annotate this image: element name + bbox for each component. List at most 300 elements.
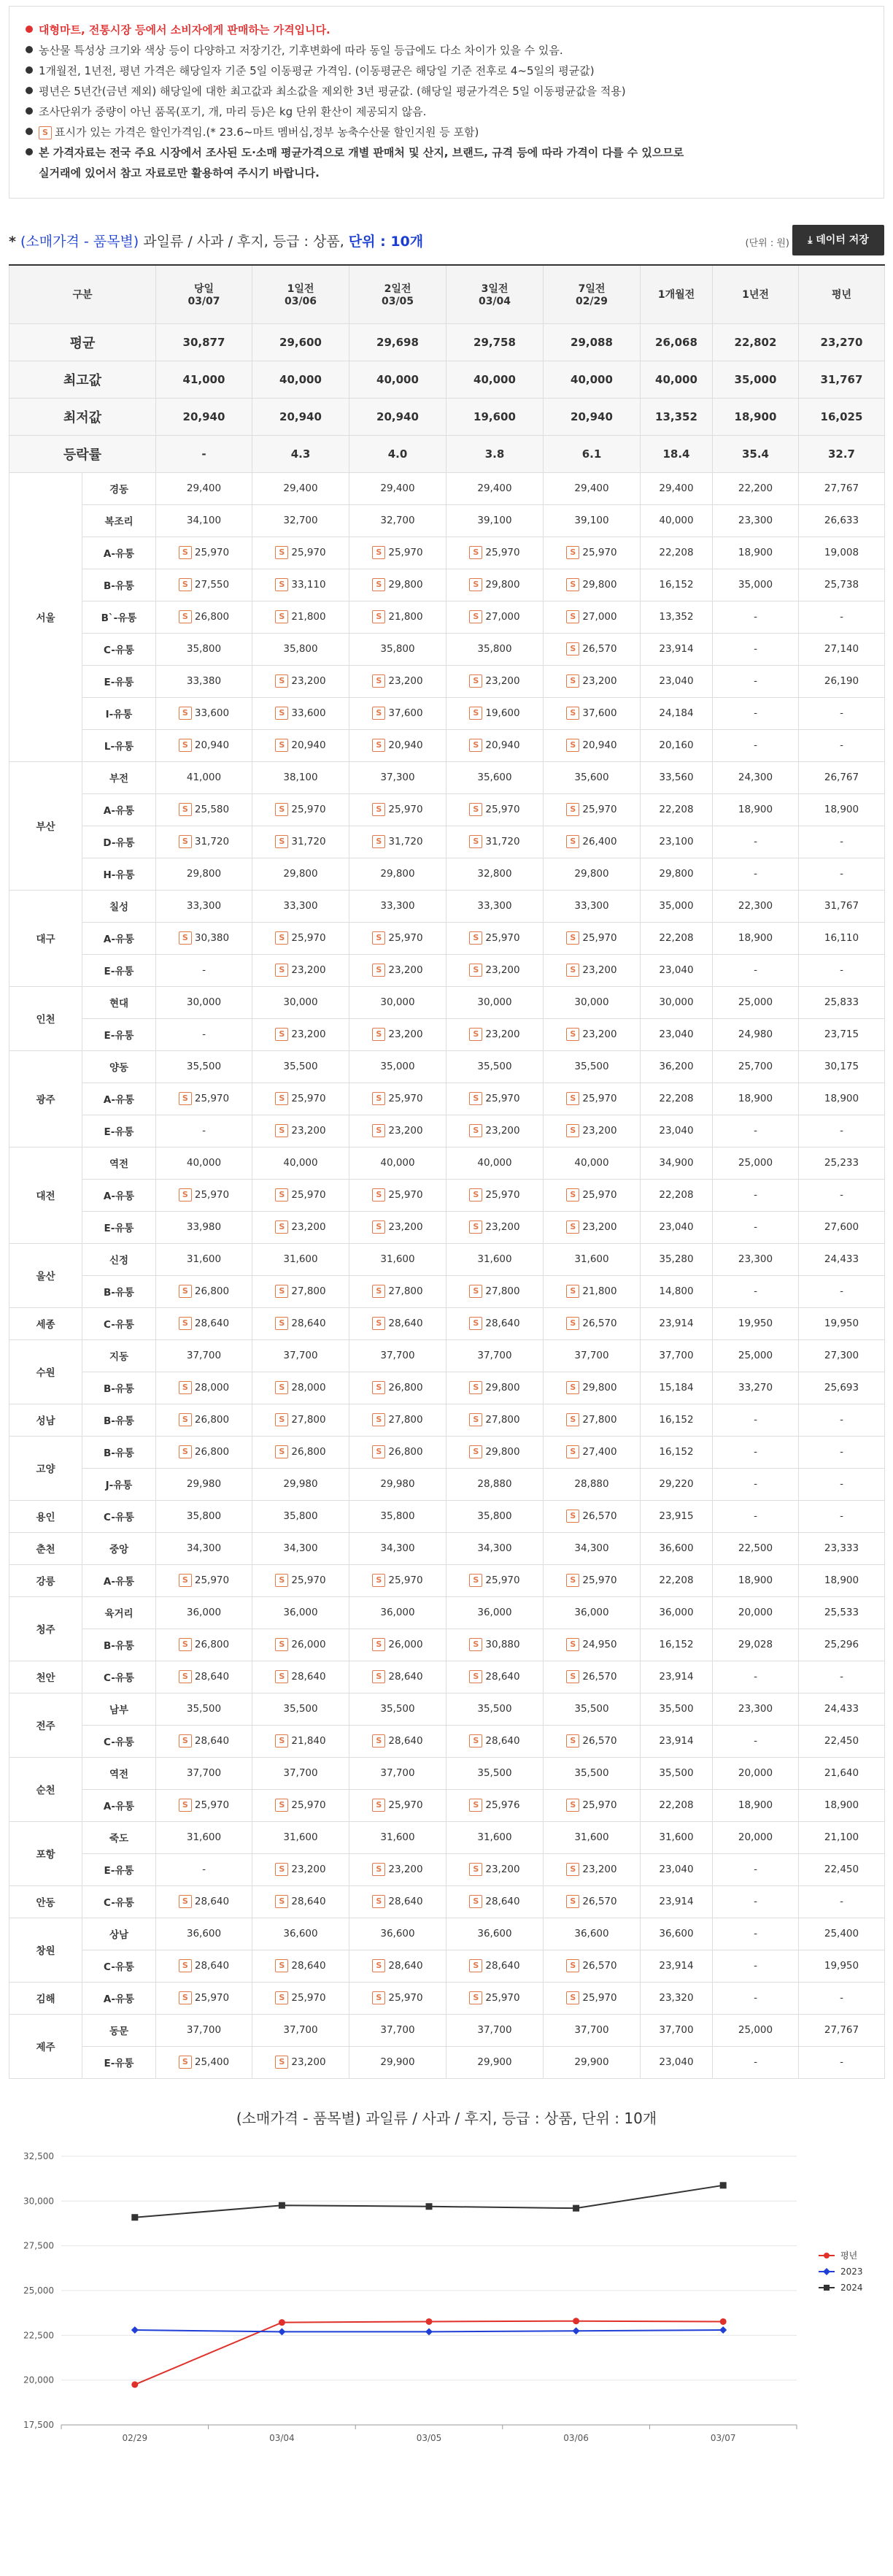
price-cell: 23,915: [641, 1500, 713, 1532]
discount-icon: S: [179, 1895, 192, 1908]
price-cell: [349, 954, 446, 986]
price-cell: 35,500: [641, 1757, 713, 1789]
table-row: [9, 2014, 885, 2046]
price-cell: 35,500: [446, 1693, 544, 1725]
price-value: 30,880: [485, 1639, 520, 1650]
price-value: 25,970: [291, 1799, 326, 1811]
header-date-label: 7일전: [578, 283, 606, 296]
price-cell: 22,208: [641, 1564, 713, 1596]
price-cell: -: [799, 1436, 885, 1468]
price-cell: -: [713, 1725, 799, 1757]
price-cell: 34,300: [252, 1532, 349, 1564]
price-value: 20,940: [388, 739, 423, 751]
market-name: H-유통: [82, 858, 156, 890]
price-cell: 30,175: [799, 1050, 885, 1083]
price-cell: 22,300: [713, 890, 799, 922]
price-value: 23,200: [291, 1125, 326, 1137]
price-cell: [544, 601, 641, 633]
notice-text: 1개월전, 1년전, 평년 가격은 해당일자 기준 5일 이동평균 가격임. (이동평균은 해당일 기준 전후로 4~5일의 평균값): [39, 64, 595, 77]
price-cell: -: [799, 1661, 885, 1693]
price-cell: [349, 729, 446, 761]
price-cell: 30,000: [641, 986, 713, 1018]
price-cell: -: [799, 1500, 885, 1532]
table-row: [9, 1339, 885, 1372]
discount-icon: S: [469, 674, 482, 688]
market-name: L-유통: [82, 729, 156, 761]
price-cell: [446, 1950, 544, 1982]
discount-icon: S: [372, 1959, 385, 1972]
summary-value: 3.8: [446, 435, 544, 472]
price-value: 26,800: [194, 1446, 230, 1458]
data-point: [720, 2318, 727, 2324]
discount-icon: S: [469, 1092, 482, 1105]
price-value: 25,970: [291, 804, 326, 815]
price-cell: 35,800: [349, 1500, 446, 1532]
price-cell: [544, 1211, 641, 1243]
market-name: A-유통: [82, 537, 156, 569]
price-cell: 30,000: [349, 986, 446, 1018]
price-value: 23,200: [388, 1864, 423, 1875]
price-cell: -: [713, 633, 799, 665]
discount-icon: S: [275, 964, 288, 977]
market-name: B`-유통: [82, 601, 156, 633]
summary-value: 29,698: [349, 323, 446, 361]
market-name: B-유통: [82, 569, 156, 601]
download-button[interactable]: [792, 225, 884, 255]
price-cell: [252, 922, 349, 954]
price-cell: 40,000: [252, 1147, 349, 1179]
discount-icon: S: [179, 1734, 192, 1748]
discount-icon: S: [39, 126, 52, 139]
price-cell: [252, 1083, 349, 1115]
price-cell: [349, 1789, 446, 1821]
price-value: 25,970: [485, 547, 520, 558]
price-cell: [446, 1307, 544, 1339]
price-cell: 25,738: [799, 569, 885, 601]
price-value: 24,950: [582, 1639, 617, 1650]
price-value: 25,970: [388, 1093, 423, 1104]
price-value: 30,380: [194, 932, 230, 944]
price-cell: -: [156, 1115, 252, 1147]
discount-icon: S: [372, 1445, 385, 1458]
price-value: 25,970: [291, 932, 326, 944]
discount-icon: S: [566, 1220, 579, 1234]
table-row: [9, 954, 885, 986]
table-row: [9, 1821, 885, 1853]
discount-icon: S: [469, 1638, 482, 1651]
discount-icon: S: [566, 1092, 579, 1105]
price-cell: -: [713, 697, 799, 729]
price-value: 25,970: [388, 547, 423, 558]
market-name: A-유통: [82, 793, 156, 826]
region-name: 천안: [9, 1661, 82, 1693]
price-cell: 29,800: [544, 858, 641, 890]
price-value: 23,200: [485, 1125, 520, 1137]
price-cell: 35,800: [446, 633, 544, 665]
discount-icon: S: [275, 931, 288, 945]
table-row: [9, 986, 885, 1018]
price-cell: 29,220: [641, 1468, 713, 1500]
price-cell: [544, 1275, 641, 1307]
discount-icon: S: [469, 931, 482, 945]
price-cell: [446, 922, 544, 954]
price-cell: 37,700: [641, 2014, 713, 2046]
price-cell: [156, 1372, 252, 1404]
price-cell: 13,352: [641, 601, 713, 633]
discount-icon: S: [469, 1413, 482, 1426]
discount-icon: S: [179, 739, 192, 752]
market-name: B-유통: [82, 1275, 156, 1307]
summary-value: 35.4: [713, 435, 799, 472]
price-value: 20,940: [291, 739, 326, 751]
price-cell: 40,000: [544, 1147, 641, 1179]
table-row: [9, 1372, 885, 1404]
price-cell: 23,100: [641, 826, 713, 858]
table-row: [9, 1115, 885, 1147]
market-name: E-유통: [82, 1853, 156, 1885]
price-cell: 25,833: [799, 986, 885, 1018]
header-date-label: 3일전: [481, 283, 509, 296]
discount-icon: S: [275, 578, 288, 591]
legend-marker: [824, 2253, 830, 2258]
price-cell: 20,000: [713, 1757, 799, 1789]
notice-box: [9, 6, 884, 199]
price-cell: 23,914: [641, 1950, 713, 1982]
price-cell: 35,800: [156, 633, 252, 665]
price-cell: 19,950: [713, 1307, 799, 1339]
price-cell: 18,900: [799, 793, 885, 826]
header-year-ago: 1년전: [713, 265, 799, 323]
bullet-icon: [26, 128, 33, 135]
price-value: 25,970: [485, 1992, 520, 2004]
discount-icon: S: [275, 1799, 288, 1812]
region-name: 안동: [9, 1885, 82, 1918]
discount-icon: S: [566, 1445, 579, 1458]
price-value: 20,940: [194, 739, 230, 751]
price-cell: 29,400: [544, 472, 641, 504]
price-cell: [349, 1885, 446, 1918]
price-cell: 33,300: [156, 890, 252, 922]
price-value: 25,970: [582, 804, 617, 815]
price-cell: 36,000: [446, 1596, 544, 1629]
price-cell: [156, 793, 252, 826]
data-point: [573, 2204, 579, 2211]
price-cell: 36,200: [641, 1050, 713, 1083]
price-cell: 26,633: [799, 504, 885, 537]
market-name: 역전: [82, 1757, 156, 1789]
discount-icon: S: [275, 1638, 288, 1651]
price-cell: -: [713, 954, 799, 986]
price-cell: -: [799, 1115, 885, 1147]
price-cell: 36,000: [252, 1596, 349, 1629]
price-value: 28,640: [485, 1896, 520, 1907]
notice-text: 대형마트, 전통시장 등에서 소비자에게 판매하는 가격입니다.: [39, 23, 330, 36]
region-name: 세종: [9, 1307, 82, 1339]
market-name: E-유통: [82, 954, 156, 986]
market-name: 죽도: [82, 1821, 156, 1853]
price-value: 29,800: [485, 579, 520, 591]
price-value: 29,800: [485, 1382, 520, 1393]
table-row: [9, 1757, 885, 1789]
notice-item: [26, 61, 867, 81]
legend-label: 2023: [840, 2266, 863, 2277]
price-cell: 26,767: [799, 761, 885, 793]
table-row: [9, 826, 885, 858]
discount-icon: S: [469, 739, 482, 752]
price-value: 25,970: [485, 1093, 520, 1104]
price-cell: -: [713, 665, 799, 697]
table-row: [9, 472, 885, 504]
price-cell: 15,184: [641, 1372, 713, 1404]
price-value: 25,970: [582, 1189, 617, 1201]
price-cell: 16,152: [641, 569, 713, 601]
discount-icon: S: [566, 1285, 579, 1298]
y-tick-label: 27,500: [23, 2240, 54, 2251]
price-cell: 18,900: [713, 1083, 799, 1115]
discount-icon: S: [372, 803, 385, 816]
price-value: 26,800: [194, 1639, 230, 1650]
price-value: 28,640: [485, 1960, 520, 1972]
data-point: [426, 2203, 433, 2210]
price-cell: [252, 1372, 349, 1404]
summary-value: 4.3: [252, 435, 349, 472]
discount-icon: S: [275, 803, 288, 816]
y-tick-label: 22,500: [23, 2329, 54, 2340]
price-cell: 30,000: [446, 986, 544, 1018]
price-value: 28,640: [485, 1318, 520, 1329]
price-cell: 36,600: [252, 1918, 349, 1950]
price-cell: [446, 1982, 544, 2014]
discount-icon: S: [275, 1092, 288, 1105]
price-value: 28,640: [388, 1735, 423, 1747]
discount-icon: S: [469, 964, 482, 977]
summary-value: -: [156, 435, 252, 472]
discount-icon: S: [372, 610, 385, 623]
price-cell: -: [799, 1275, 885, 1307]
price-cell: 24,300: [713, 761, 799, 793]
price-cell: 35,600: [446, 761, 544, 793]
price-cell: 14,800: [641, 1275, 713, 1307]
price-cell: [349, 569, 446, 601]
price-value: 26,570: [582, 1510, 617, 1522]
y-tick-label: 30,000: [23, 2195, 54, 2206]
discount-icon: S: [372, 1863, 385, 1876]
chart-section: [9, 2104, 884, 2453]
price-cell: [544, 1629, 641, 1661]
price-cell: [446, 1789, 544, 1821]
data-point: [425, 2328, 433, 2335]
price-value: 28,640: [485, 1671, 520, 1683]
price-value: 26,400: [582, 836, 617, 847]
price-cell: 35,500: [252, 1693, 349, 1725]
price-cell: 33,300: [446, 890, 544, 922]
market-name: A-유통: [82, 922, 156, 954]
unit-label: (단위 : 원): [745, 238, 789, 249]
market-name: A-유통: [82, 1982, 156, 2014]
price-cell: -: [799, 1982, 885, 2014]
price-cell: 16,152: [641, 1629, 713, 1661]
price-value: 23,200: [291, 1029, 326, 1040]
price-cell: 31,600: [349, 1243, 446, 1275]
price-cell: 23,040: [641, 954, 713, 986]
price-cell: 25,693: [799, 1372, 885, 1404]
table-row: [9, 1885, 885, 1918]
price-cell: -: [156, 1018, 252, 1050]
price-cell: 37,700: [544, 2014, 641, 2046]
price-cell: -: [799, 954, 885, 986]
price-cell: [349, 1275, 446, 1307]
header-date-3: [446, 265, 544, 323]
price-value: 23,200: [388, 1029, 423, 1040]
discount-icon: S: [469, 610, 482, 623]
price-cell: 25,400: [799, 1918, 885, 1950]
discount-icon: S: [372, 1317, 385, 1330]
discount-icon: S: [179, 1799, 192, 1812]
price-value: 31,720: [291, 836, 326, 847]
price-cell: 35,500: [446, 1050, 544, 1083]
discount-icon: S: [566, 739, 579, 752]
price-value: 25,970: [582, 1799, 617, 1811]
title-middle: 과일류 / 사과 / 후지, 등급 : 상품,: [143, 234, 344, 250]
price-value: 26,800: [388, 1382, 423, 1393]
page: [0, 6, 893, 2453]
price-cell: [252, 793, 349, 826]
price-value: 25,970: [291, 1992, 326, 2004]
price-cell: 40,000: [446, 1147, 544, 1179]
market-name: 칠성: [82, 890, 156, 922]
price-cell: [544, 729, 641, 761]
price-cell: [544, 1885, 641, 1918]
price-value: 23,200: [291, 675, 326, 687]
price-cell: 19,008: [799, 537, 885, 569]
table-row: [9, 1853, 885, 1885]
market-name: 복조리: [82, 504, 156, 537]
summary-value: 40,000: [252, 361, 349, 398]
price-cell: [446, 1275, 544, 1307]
price-cell: 33,300: [544, 890, 641, 922]
summary-value: 6.1: [544, 435, 641, 472]
summary-value: 29,088: [544, 323, 641, 361]
discount-icon: S: [275, 835, 288, 848]
price-cell: 37,700: [156, 2014, 252, 2046]
price-value: 28,640: [291, 1960, 326, 1972]
market-name: C-유통: [82, 1661, 156, 1693]
price-cell: [252, 2046, 349, 2078]
discount-icon: S: [372, 964, 385, 977]
summary-row: [9, 361, 885, 398]
discount-icon: S: [566, 964, 579, 977]
summary-value: 20,940: [544, 398, 641, 435]
price-cell: 18,900: [799, 1564, 885, 1596]
data-point: [278, 2328, 285, 2335]
price-cell: 29,028: [713, 1629, 799, 1661]
price-cell: 31,600: [349, 1821, 446, 1853]
price-cell: [156, 1950, 252, 1982]
market-name: C-유통: [82, 1950, 156, 1982]
price-cell: 34,300: [156, 1532, 252, 1564]
price-value: 23,200: [582, 964, 617, 976]
price-cell: -: [713, 1661, 799, 1693]
notice-item: [26, 142, 867, 163]
price-cell: [252, 537, 349, 569]
notice-item: [26, 163, 867, 183]
price-cell: [349, 793, 446, 826]
price-value: 26,570: [582, 1896, 617, 1907]
market-name: E-유통: [82, 2046, 156, 2078]
price-value: 26,570: [582, 1671, 617, 1683]
price-value: 27,800: [485, 1414, 520, 1426]
price-cell: [544, 1789, 641, 1821]
price-cell: [544, 1018, 641, 1050]
data-point: [131, 2381, 138, 2388]
price-cell: [156, 1083, 252, 1115]
price-cell: -: [713, 1853, 799, 1885]
discount-icon: S: [566, 1991, 579, 2004]
price-cell: 37,700: [156, 1757, 252, 1789]
price-value: 28,640: [388, 1960, 423, 1972]
price-value: 26,800: [291, 1446, 326, 1458]
price-value: 25,970: [291, 547, 326, 558]
price-cell: [252, 729, 349, 761]
price-cell: 22,208: [641, 793, 713, 826]
price-value: 23,200: [485, 964, 520, 976]
price-cell: -: [156, 1853, 252, 1885]
price-cell: [156, 2046, 252, 2078]
discount-icon: S: [372, 1220, 385, 1234]
discount-icon: S: [566, 1863, 579, 1876]
price-value: 23,200: [388, 1221, 423, 1233]
notice-list: [26, 20, 867, 183]
market-name: 육거리: [82, 1596, 156, 1629]
price-cell: 22,450: [799, 1725, 885, 1757]
price-cell: 25,533: [799, 1596, 885, 1629]
market-name: A-유통: [82, 1564, 156, 1596]
discount-icon: S: [179, 1381, 192, 1394]
data-point: [131, 2326, 139, 2333]
price-value: 25,970: [388, 932, 423, 944]
price-cell: 23,040: [641, 1018, 713, 1050]
price-cell: [156, 1436, 252, 1468]
table-row: [9, 1950, 885, 1982]
market-name: E-유통: [82, 665, 156, 697]
summary-value: 32.7: [799, 435, 885, 472]
price-cell: [252, 1211, 349, 1243]
price-cell: [252, 1885, 349, 1918]
price-value: 29,800: [582, 579, 617, 591]
table-row: [9, 537, 885, 569]
bullet-icon: [26, 46, 33, 53]
price-value: 27,800: [388, 1414, 423, 1426]
price-cell: 37,700: [349, 1339, 446, 1372]
table-row: [9, 1147, 885, 1179]
discount-icon: S: [566, 546, 579, 559]
price-value: 31,720: [485, 836, 520, 847]
price-cell: -: [799, 697, 885, 729]
price-cell: [446, 729, 544, 761]
price-value: 25,970: [582, 932, 617, 944]
table-row: [9, 858, 885, 890]
price-cell: 18,900: [713, 1789, 799, 1821]
price-cell: 18,900: [713, 793, 799, 826]
discount-icon: S: [275, 707, 288, 720]
price-cell: 22,208: [641, 1083, 713, 1115]
price-cell: 35,800: [446, 1500, 544, 1532]
price-cell: [446, 1661, 544, 1693]
notice-item: [26, 122, 867, 142]
data-point: [573, 2318, 579, 2324]
price-value: 25,970: [582, 547, 617, 558]
table-row: [9, 1500, 885, 1532]
